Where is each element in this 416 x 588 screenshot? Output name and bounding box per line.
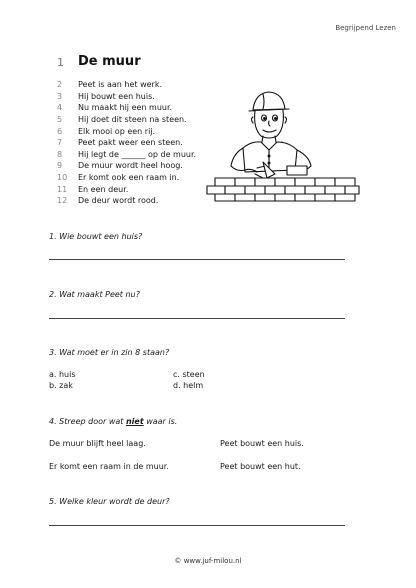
story-line (57, 195, 196, 207)
title-number: 1 (57, 56, 64, 69)
story-sentence: En een deur. (78, 184, 129, 194)
line-number: 2 (57, 80, 63, 90)
story-sentence: Elk mooi op een rij. (78, 126, 156, 136)
option-a[interactable]: a. huis (49, 370, 76, 379)
question-4 (49, 417, 177, 426)
story-sentence: Peet pakt weer een steen. (78, 138, 183, 148)
answer-line-2[interactable] (49, 318, 345, 319)
line-number: 6 (57, 126, 63, 136)
line-number: 12 (57, 196, 68, 206)
line-number: 4 (57, 103, 63, 113)
story-line (57, 172, 196, 184)
answer-line-1[interactable] (49, 259, 345, 260)
line-number: 11 (57, 184, 68, 194)
story-sentence: Peet is aan het werk. (78, 80, 163, 90)
question-4-end: waar is. (143, 417, 178, 426)
story-line (57, 91, 196, 103)
story-line (57, 125, 196, 137)
answer-line-5[interactable] (49, 525, 345, 526)
line-number: 8 (57, 149, 63, 159)
option-b[interactable]: b. zak (49, 381, 73, 390)
story-sentence: Er komt ook een raam in. (78, 173, 180, 183)
footer-copyright: © www.juf-milou.nl (174, 557, 242, 565)
story-line (57, 114, 196, 126)
question-3: 3. Wat moet er in zin 8 staan? (49, 348, 170, 357)
option-c[interactable]: c. steen (173, 370, 205, 379)
question-4-start: 4. Streep door wat (49, 417, 126, 426)
question-5: 5. Welke kleur wordt de deur? (49, 497, 170, 506)
statement-2[interactable]: Peet bouwt een huis. (220, 439, 304, 448)
page-title: De muur (78, 54, 141, 69)
story-sentence: Nu maakt hij een muur. (78, 103, 173, 113)
question-4-emphasis: niet (125, 417, 144, 426)
story-line (57, 160, 196, 172)
story-sentence: De deur wordt rood. (78, 196, 159, 206)
story-line (57, 149, 196, 161)
line-number: 10 (57, 173, 68, 183)
story-line (57, 79, 196, 91)
story-sentence: Hij legt de ______ op de muur. (78, 149, 197, 159)
line-number: 7 (57, 138, 63, 148)
statement-4[interactable]: Peet bouwt een hut. (220, 462, 301, 471)
statement-3[interactable]: Er komt een raam in de muur. (49, 462, 169, 471)
story-line (57, 183, 196, 195)
option-d[interactable]: d. helm (173, 381, 204, 390)
story-sentence: Hij bouwt een huis. (78, 91, 155, 101)
story-sentence: Hij doet dit steen na steen. (78, 115, 187, 125)
statement-1[interactable]: De muur blijft heel laag. (49, 439, 146, 448)
line-number: 3 (57, 91, 63, 101)
line-number: 5 (57, 115, 63, 125)
story-sentence: De muur wordt heel hoog. (78, 161, 183, 171)
story-text (57, 79, 196, 207)
bricklayer-illustration-icon (205, 90, 361, 202)
line-number: 9 (57, 161, 63, 171)
question-2: 2. Wat maakt Peet nu? (49, 290, 140, 299)
story-line (57, 102, 196, 114)
story-line (57, 137, 196, 149)
question-1: 1. Wie bouwt een huis? (49, 232, 143, 241)
header-label: Begrijpend Lezen (335, 24, 396, 32)
